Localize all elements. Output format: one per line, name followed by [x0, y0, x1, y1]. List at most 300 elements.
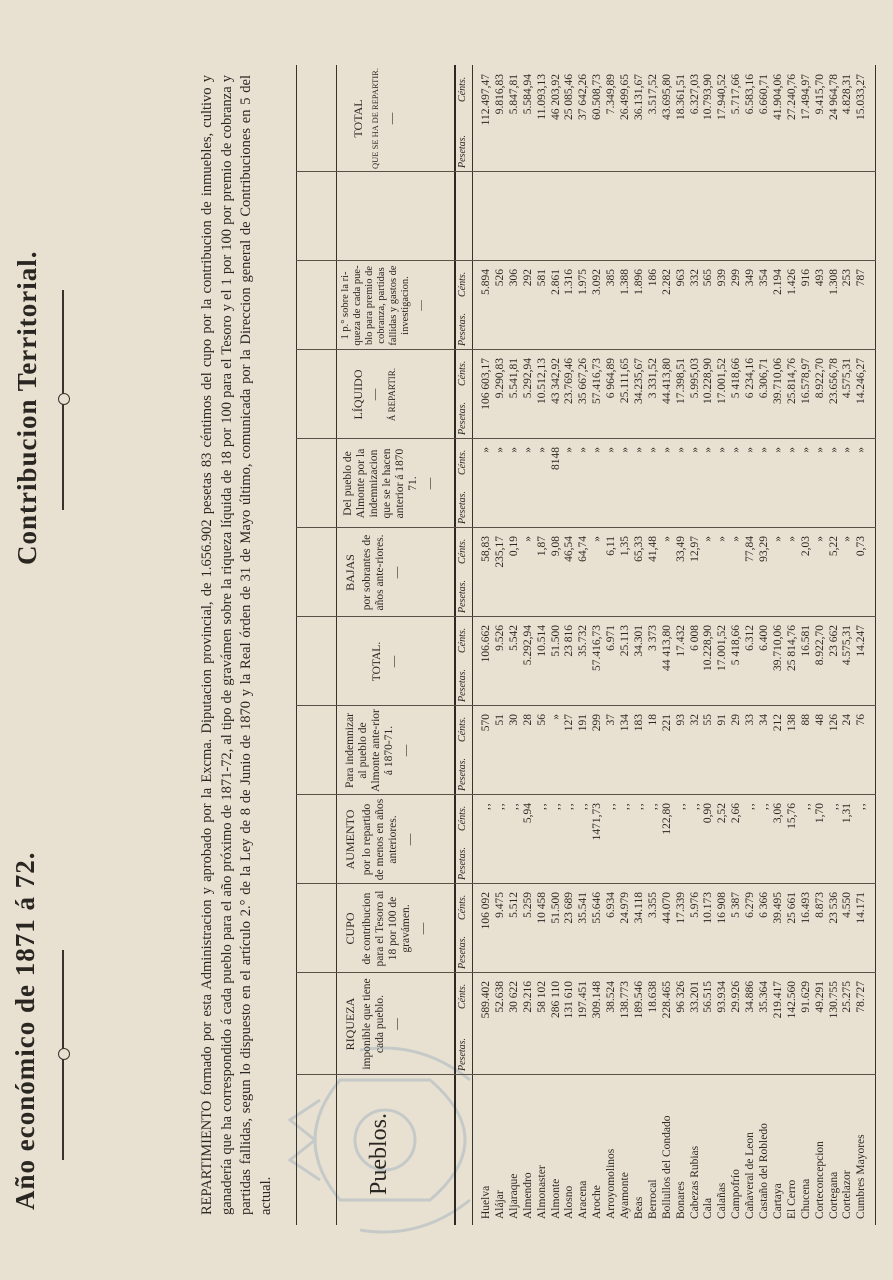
cell-bajas: 65,33	[632, 536, 645, 562]
cell-indem: 76	[855, 714, 868, 726]
row-pueblo-name: Cortegana	[827, 1171, 840, 1219]
column-header-bajas: BAJAS por sobrantes de años ante-riores. —	[343, 534, 403, 611]
cell-almonte: »	[744, 447, 757, 453]
unit-label-pesetas: Pesetas.	[457, 134, 468, 168]
cell-cupo: 23 536	[827, 892, 840, 924]
cell-total: 17.432	[674, 625, 687, 657]
cell-aumento: 5,94	[521, 803, 534, 824]
cell-riqueza: 138.773	[619, 981, 631, 1019]
cell-total: 51.500	[549, 625, 562, 657]
cell-total: 23 816	[563, 625, 576, 657]
unit-label-cents: Cénts.	[457, 360, 468, 386]
cell-total: 3 373	[646, 625, 659, 651]
cell-almonte: »	[785, 447, 798, 453]
cell-almonte: »	[799, 447, 812, 453]
cell-aumento: ‚‚	[605, 803, 618, 811]
cell-aumento: ‚‚	[563, 803, 576, 811]
unit-label-cents: Cénts.	[457, 983, 468, 1009]
cell-total: 106.662	[480, 625, 492, 663]
cell-bajas: »	[660, 536, 673, 542]
cell-total: 5.542	[507, 625, 520, 651]
column-header-riqueza: RIQUEZA imponible que tiene cada pueblo. —	[343, 978, 403, 1070]
row-pueblo-name: Huelva	[480, 1185, 492, 1219]
cell-total: 4.575,31	[841, 625, 854, 666]
cell-bajas: 58,83	[480, 536, 492, 562]
cell-liquido: 35 667,26	[577, 358, 590, 404]
cell-total: 17.001,52	[716, 625, 729, 671]
cell-almonte: »	[521, 447, 534, 453]
cell-total: 16.581	[799, 625, 812, 657]
unit-label-pesetas: Pesetas.	[457, 757, 468, 791]
cell-liquido: 10.512,13	[535, 358, 548, 404]
cell-almonte: »	[730, 447, 743, 453]
cell-almonte: »	[493, 447, 506, 453]
cell-premio: 253	[841, 269, 854, 287]
unit-label-pesetas: Pesetas.	[457, 579, 468, 613]
cell-premio: 581	[535, 269, 548, 287]
cell-riqueza: 18.638	[646, 981, 659, 1013]
cell-riqueza: 38.524	[605, 981, 618, 1013]
cell-bajas: »	[716, 536, 729, 542]
row-pueblo-name: Beas	[632, 1196, 645, 1219]
column-header-almonte: Del pueblo de Almonte por la indemnizacion que se le hacen anterior á 1870 71. —	[342, 448, 436, 519]
cell-total: 25 814,76	[785, 625, 798, 671]
cell-aumento: 2,66	[730, 803, 743, 824]
row-pueblo-name: Cartaya	[771, 1183, 784, 1219]
cell-premio: 332	[688, 269, 701, 287]
unit-label-pesetas: Pesetas.	[457, 1037, 468, 1071]
cell-aumento: 3,06	[771, 803, 784, 824]
cell-aumento: ‚‚	[549, 803, 562, 811]
cell-indem: 34	[758, 714, 770, 726]
row-pueblo-name: Cañaveral de Leon	[744, 1132, 757, 1219]
cell-indem: »	[549, 714, 562, 720]
cell-riqueza: 589.402	[480, 981, 492, 1019]
cell-riqueza: 35.364	[758, 981, 770, 1013]
row-pueblo-name: Arroyomolinos	[605, 1148, 618, 1219]
row-pueblo-name: Aljaraque	[507, 1173, 520, 1219]
cell-liquido: 23.769,46	[563, 358, 576, 404]
cell-bajas: 2,03	[799, 536, 812, 557]
cell-aumento: ‚‚	[619, 803, 631, 811]
cell-riqueza: 56.515	[702, 981, 715, 1013]
unit-label-cents: Cénts.	[457, 538, 468, 564]
cell-almonte: »	[702, 447, 715, 453]
cell-cupo: 8.873	[813, 892, 826, 918]
cell-indem: 51	[493, 714, 506, 726]
cell-total: 10.514	[535, 625, 548, 657]
title-ornament-left	[58, 950, 68, 1160]
cell-aumento: ‚‚	[646, 803, 659, 811]
cell-total: 23 662	[827, 625, 840, 657]
cell-total_rep: 46 203,92	[549, 74, 562, 120]
cell-premio: 2.282	[660, 269, 673, 295]
cell-bajas: 1,87	[535, 536, 548, 557]
cell-riqueza: 33.201	[688, 981, 701, 1013]
cell-indem: 18	[646, 714, 659, 726]
cell-cupo: 6.279	[744, 892, 757, 918]
cell-premio: 1.896	[632, 269, 645, 295]
cell-total: 6.971	[605, 625, 618, 651]
cell-premio: 1.316	[563, 269, 576, 295]
cell-indem: 93	[674, 714, 687, 726]
cell-aumento: 1,70	[813, 803, 826, 824]
cell-cupo: 24.979	[619, 892, 631, 924]
cell-indem: 28	[521, 714, 534, 726]
cell-cupo: 14.171	[855, 892, 868, 924]
unit-label-cents: Cénts.	[457, 805, 468, 831]
row-pueblo-name: Cortelazor	[841, 1170, 854, 1219]
cell-total_rep: 6.583,16	[744, 74, 757, 115]
column-header-indemnizar: Para indemnizar al pueblo de Almonte ante-rior á 1870-71. —	[344, 709, 412, 792]
cell-liquido: 6 964,89	[605, 358, 618, 399]
cell-cupo: 51.500	[549, 892, 562, 924]
cell-indem: 55	[702, 714, 715, 726]
cell-cupo: 6.934	[605, 892, 618, 918]
cell-bajas: 93,29	[758, 536, 770, 562]
cell-riqueza: 189.546	[632, 981, 645, 1019]
cell-cupo: 23 689	[563, 892, 576, 924]
cell-premio: 354	[758, 269, 770, 287]
cell-total_rep: 9.415,70	[813, 74, 826, 115]
cell-aumento: 1,31	[841, 803, 854, 824]
unit-label-pesetas: Pesetas.	[457, 401, 468, 435]
cell-premio: 186	[646, 269, 659, 287]
cell-aumento: ‚‚	[577, 803, 590, 811]
cell-premio: 1.388	[619, 269, 631, 295]
cell-riqueza: 78.727	[855, 981, 868, 1013]
row-pueblo-name: Almonaster	[535, 1165, 548, 1219]
cell-premio: 565	[702, 269, 715, 287]
unit-label-pesetas: Pesetas.	[457, 846, 468, 880]
cell-premio: 526	[493, 269, 506, 287]
cell-bajas: »	[841, 536, 854, 542]
cell-bajas: 41,48	[646, 536, 659, 562]
cell-riqueza: 197.451	[577, 981, 590, 1019]
cell-premio: 963	[674, 269, 687, 287]
cell-almonte: »	[716, 447, 729, 453]
row-pueblo-name: Aroche	[591, 1185, 604, 1219]
cell-total_rep: 60.508,73	[591, 74, 604, 120]
cell-cupo: 9.475	[493, 892, 506, 918]
cell-cupo: 44.070	[660, 892, 673, 924]
cell-total_rep: 5.717,66	[730, 74, 743, 115]
cell-cupo: 55.646	[591, 892, 604, 924]
cell-total_rep: 4.828,31	[841, 74, 854, 115]
cell-indem: 37	[605, 714, 618, 726]
cell-aumento: ‚‚	[632, 803, 645, 811]
intro-paragraph: REPARTIMIENTO formado por esta Administracion y aprobado por la Excma. Diputacion provincial, de 1.656.902 pesetas 83 céntimos del cupo por la contribucion de inmuebles, cultivo y ganadería que ha correspondido á cada pueblo para el año próximo de 1871-72, al tipo de gravámen sobre la riqueza líquida de 18 por 100 para el Tesoro y el 1 por 100 por premio de cobranza y partidas fallidas, segun lo dispuesto en el artículo 2.° de la Ley de 8 de Junio de 1870 y la Real órden de 31 de Mayo último, comunicada por la Direccion general de Contribuciones en 5 del actual.	[199, 75, 274, 1215]
cell-liquido: 43 342,92	[549, 358, 562, 404]
cell-bajas: 6,11	[605, 536, 618, 556]
cell-almonte: »	[563, 447, 576, 453]
cell-liquido: 44.413,80	[660, 358, 673, 404]
cell-bajas: 1,35	[619, 536, 631, 557]
cell-almonte: »	[619, 447, 631, 453]
cell-bajas: 46,54	[563, 536, 576, 562]
cell-liquido: 8.922,70	[813, 358, 826, 399]
cell-premio: 385	[605, 269, 618, 287]
cell-indem: 33	[744, 714, 757, 726]
cell-almonte: »	[813, 447, 826, 453]
cell-indem: 299	[591, 714, 604, 732]
cell-cupo: 17.339	[674, 892, 687, 924]
cell-cupo: 10 458	[535, 892, 548, 924]
cell-aumento: ‚‚	[535, 803, 548, 811]
cell-riqueza: 228.465	[660, 981, 673, 1019]
cell-cupo: 106 092	[480, 892, 492, 930]
cell-riqueza: 286 110	[549, 981, 562, 1018]
row-pueblo-name: Chucena	[799, 1178, 812, 1219]
cell-liquido: 57.416,73	[591, 358, 604, 404]
cell-total: 34.301	[632, 625, 645, 657]
row-pueblo-name: Calañas	[716, 1182, 729, 1219]
cell-riqueza: 91.629	[799, 981, 812, 1013]
page-title-year: Año económico de 1871 á 72.	[10, 851, 40, 1210]
cell-total: 25.113	[619, 625, 631, 657]
unit-label-cents: Cénts.	[457, 449, 468, 475]
row-pueblo-name: Almendro	[521, 1172, 534, 1219]
cell-cupo: 5.976	[688, 892, 701, 918]
cell-riqueza: 58 102	[535, 981, 548, 1013]
cell-aumento: 15,76	[785, 803, 798, 829]
cell-bajas: »	[785, 536, 798, 542]
cell-bajas: »	[771, 536, 784, 542]
cell-total_rep: 112.497,47	[480, 74, 492, 126]
cell-total_rep: 5.847,81	[507, 74, 520, 115]
cell-total_rep: 11.093,13	[535, 74, 548, 120]
unit-label-cents: Cénts.	[457, 271, 468, 297]
cell-total: 5 418,66	[730, 625, 743, 666]
column-header-total-repartir: TOTAL QUE SE HA DE REPARTIR. —	[351, 68, 398, 169]
cell-bajas: 0,73	[855, 536, 868, 557]
unit-label-cents: Cénts.	[457, 716, 468, 742]
cell-total_rep: 24 964,78	[827, 74, 840, 120]
cell-bajas: »	[521, 536, 534, 542]
cell-total_rep: 41.904,06	[771, 74, 784, 120]
cell-indem: 138	[785, 714, 798, 732]
cell-aumento: ‚‚	[480, 803, 492, 811]
cell-almonte: »	[660, 447, 673, 453]
cell-total: 10.228,90	[702, 625, 715, 671]
cell-indem: 127	[563, 714, 576, 732]
cell-liquido: 106 603,17	[480, 358, 492, 410]
cell-total: 5.292,94	[521, 625, 534, 666]
row-pueblo-name: Alosno	[563, 1185, 576, 1219]
cell-indem: 56	[535, 714, 548, 726]
cell-riqueza: 130.755	[827, 981, 840, 1019]
cell-total_rep: 37 642,26	[577, 74, 590, 120]
row-pueblo-name: Cala	[702, 1197, 715, 1219]
cell-indem: 48	[813, 714, 826, 726]
cell-aumento: ‚‚	[507, 803, 520, 811]
cell-total_rep: 26.499,65	[619, 74, 631, 120]
cell-riqueza: 29.926	[730, 981, 743, 1013]
cell-liquido: 17.398,51	[674, 358, 687, 404]
cell-liquido: 6 234,16	[744, 358, 757, 399]
cell-aumento: ‚‚	[799, 803, 812, 811]
cell-riqueza: 309.148	[591, 981, 604, 1019]
row-pueblo-name: Corteconcepcion	[813, 1141, 826, 1219]
cell-total_rep: 7.349,89	[605, 74, 618, 115]
cell-total_rep: 27.240,76	[785, 74, 798, 120]
cell-cupo: 16.493	[799, 892, 812, 924]
cell-bajas: 64,74	[577, 536, 590, 562]
cell-cupo: 5 387	[730, 892, 743, 918]
row-pueblo-name: Bonares	[674, 1181, 687, 1219]
cell-bajas: 5,22	[827, 536, 840, 557]
cell-liquido: 25.814,76	[785, 358, 798, 404]
cell-riqueza: 219.417	[771, 981, 784, 1019]
cell-bajas: »	[702, 536, 715, 542]
cell-liquido: 16.578,97	[799, 358, 812, 404]
cell-riqueza: 96 326	[674, 981, 687, 1013]
row-pueblo-name: Alájar	[493, 1190, 506, 1219]
cell-indem: 212	[771, 714, 784, 732]
cell-almonte: »	[591, 447, 604, 453]
cell-riqueza: 34.886	[744, 981, 757, 1013]
cell-riqueza: 52.638	[493, 981, 506, 1013]
row-pueblo-name: Cabezas Rubias	[688, 1145, 701, 1219]
cell-premio: 939	[716, 269, 729, 287]
cell-bajas: 77,84	[744, 536, 757, 562]
cell-premio: 3.092	[591, 269, 604, 295]
cell-almonte: »	[535, 447, 548, 453]
cell-total_rep: 3.517,52	[646, 74, 659, 115]
column-header-liquido: LÍQUIDO — Á REPARTIR.	[351, 367, 397, 422]
cell-almonte: »	[646, 447, 659, 453]
cell-premio: 1.975	[577, 269, 590, 295]
cell-premio: 299	[730, 269, 743, 287]
cell-aumento: 1471,73	[591, 803, 604, 841]
cell-riqueza: 142.560	[785, 981, 798, 1019]
cell-aumento: ‚‚	[758, 803, 770, 811]
cell-total: 6.400	[758, 625, 770, 651]
cell-liquido: 6.306,71	[758, 358, 770, 399]
row-pueblo-name: Ayamonte	[619, 1172, 631, 1219]
cell-almonte: »	[577, 447, 590, 453]
cell-cupo: 34.118	[632, 892, 645, 924]
row-pueblo-name: El Cerro	[785, 1179, 798, 1219]
cell-aumento: 122,80	[660, 803, 673, 835]
cell-premio: 2.194	[771, 269, 784, 295]
cell-liquido: 5.541,81	[507, 358, 520, 399]
cell-almonte: »	[632, 447, 645, 453]
cell-cupo: 10.173	[702, 892, 715, 924]
cell-almonte: »	[688, 447, 701, 453]
cell-almonte: »	[827, 447, 840, 453]
title-ornament-right	[58, 290, 68, 510]
row-pueblo-name: Aracena	[577, 1180, 590, 1219]
cell-total_rep: 43.695,80	[660, 74, 673, 120]
cell-cupo: 35.541	[577, 892, 590, 924]
cell-aumento: 0,90	[702, 803, 715, 824]
cell-total_rep: 10.793,90	[702, 74, 715, 120]
cell-almonte: »	[855, 447, 868, 453]
cell-total: 39.710,06	[771, 625, 784, 671]
cell-premio: 5.894	[480, 269, 492, 295]
unit-label-cents: Cénts.	[457, 627, 468, 653]
cell-total: 14.247	[855, 625, 868, 657]
cell-aumento: ‚‚	[855, 803, 868, 811]
cell-premio: 1.426	[785, 269, 798, 295]
cell-aumento: ‚‚	[827, 803, 840, 811]
cell-riqueza: 29.216	[521, 981, 534, 1013]
cell-bajas: »	[591, 536, 604, 542]
cell-almonte: »	[841, 447, 854, 453]
cell-almonte: »	[480, 447, 492, 453]
cell-aumento: ‚‚	[674, 803, 687, 811]
cell-premio: 292	[521, 269, 534, 287]
cell-cupo: 25 661	[785, 892, 798, 924]
cell-aumento: ‚‚	[744, 803, 757, 811]
cell-liquido: 5 418,66	[730, 358, 743, 399]
cell-indem: 91	[716, 714, 729, 726]
cell-riqueza: 30 622	[507, 981, 520, 1013]
cell-bajas: 33,49	[674, 536, 687, 562]
cell-bajas: »	[730, 536, 743, 542]
unit-label-cents: Cénts.	[457, 894, 468, 920]
cell-premio: 306	[507, 269, 520, 287]
cell-indem: 134	[619, 714, 631, 732]
cell-total: 9.526	[493, 625, 506, 651]
cell-almonte: »	[674, 447, 687, 453]
cell-bajas: 235,17	[493, 536, 506, 568]
cell-indem: 221	[660, 714, 673, 732]
cell-liquido: 5.995,03	[688, 358, 701, 399]
cell-liquido: 10.228,90	[702, 358, 715, 404]
unit-label-cents: Cénts.	[457, 76, 468, 102]
row-pueblo-name: Castaño del Robledo	[758, 1123, 770, 1219]
cell-total: 44 413,80	[660, 625, 673, 671]
cell-total_rep: 17.494,97	[799, 74, 812, 120]
cell-total_rep: 6.660,71	[758, 74, 770, 115]
cell-total_rep: 36.131,67	[632, 74, 645, 120]
cell-bajas: 12,97	[688, 536, 701, 562]
cell-aumento: ‚‚	[688, 803, 701, 811]
unit-label-pesetas: Pesetas.	[457, 312, 468, 346]
row-pueblo-name: Almonte	[549, 1178, 562, 1219]
cell-premio: 1.308	[827, 269, 840, 295]
cell-liquido: 4.575,31	[841, 358, 854, 399]
cell-almonte: »	[507, 447, 520, 453]
unit-label-pesetas: Pesetas.	[457, 935, 468, 969]
cell-almonte: 8148	[549, 447, 562, 470]
cell-riqueza: 25.275	[841, 981, 854, 1013]
row-pueblo-name: Berrocal	[646, 1179, 659, 1219]
cell-cupo: 3.355	[646, 892, 659, 918]
row-pueblo-name: Bollullos del Condado	[660, 1115, 673, 1219]
cell-total_rep: 6.327,03	[688, 74, 701, 115]
cell-cupo: 39.495	[771, 892, 784, 924]
cell-premio: 349	[744, 269, 757, 287]
cell-liquido: 34.235,67	[632, 358, 645, 404]
cell-indem: 30	[507, 714, 520, 726]
cell-riqueza: 49.291	[813, 981, 826, 1013]
cell-total_rep: 5.584,94	[521, 74, 534, 115]
cell-liquido: 9.290,83	[493, 358, 506, 399]
unit-label-pesetas: Pesetas.	[457, 490, 468, 524]
cell-total: 35.732	[577, 625, 590, 657]
column-header-total: TOTAL. —	[371, 641, 400, 682]
cell-total_rep: 25 085,46	[563, 74, 576, 120]
row-pueblo-name: Cumbres Mayores	[855, 1134, 868, 1219]
cell-cupo: 4.550	[841, 892, 854, 918]
cell-total_rep: 15.033,27	[855, 74, 868, 120]
cell-indem: 29	[730, 714, 743, 726]
cell-liquido: 17.001,52	[716, 358, 729, 404]
row-pueblo-name: Campofrío	[730, 1169, 743, 1219]
